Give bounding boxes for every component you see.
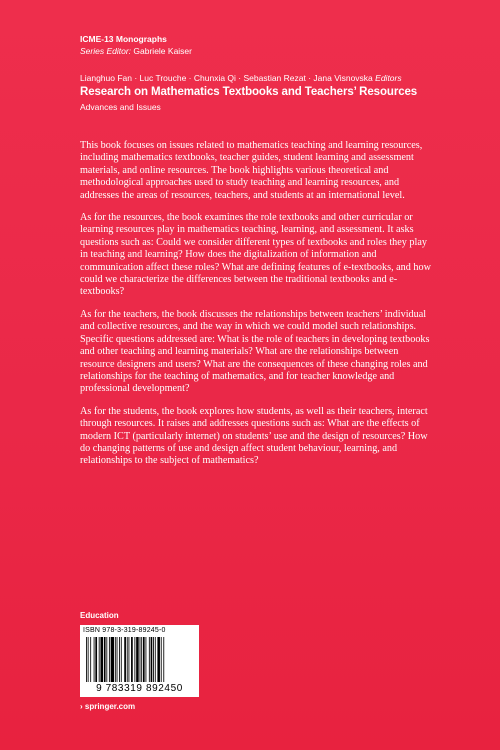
barcode — [80, 625, 199, 697]
book-title: Research on Mathematics Textbooks and Teachers’ Resources — [80, 86, 418, 98]
series-editor — [80, 45, 192, 57]
category-label: Education — [80, 611, 119, 620]
blurb-paragraph: As for the students, the book explores how students, as well as their teachers, interact through resources. It raises and addresses questions such as: What are the effects of modern ICT (particularly internet) on students’ use and the design of resources? How do changing patterns of use and design affect student behaviour, learning, and relationships to the subject of mathematics? — [80, 405, 428, 467]
barcode-bars-icon — [86, 637, 193, 685]
isbn-text: ISBN 978-3-319-89245-0 — [83, 627, 166, 634]
series-editor-label: Series Editor: — [80, 46, 132, 56]
author-names: Lianghuo Fan · Luc Trouche · Chunxia Qi · Sebastian Rezat · Jana Visnovska — [80, 73, 373, 83]
blurb-paragraph: As for the teachers, the book discusses the relationships between teachers’ individual and collective resources, and the way in which we could model such relationships. Specific questions addressed are: What is the role of teachers in developing textbooks and other teaching and learning materials? What are the relationships between resource designers and users? What are the consequences of these changing roles and relationships for the teaching of mathematics, and for teacher knowledge and professional development? — [80, 308, 430, 395]
website-link[interactable]: › springer.com — [80, 702, 136, 711]
series-name: ICME-13 Monographs — [80, 34, 167, 44]
barcode-digits: 9 783319 892450 — [96, 683, 183, 694]
series-info — [80, 33, 192, 57]
blurb-paragraph: As for the resources, the book examines the role textbooks and other curricular or learning resources play in mathematics teaching, learning, and assessment. It asks questions such as: Could we consider different types of textbooks and roles they play in teaching and learning? How does the digitalization of information and communication affect these roles? What are defining features of e-textbooks, and how could we characterize the differences between the traditional textbooks and e-textbooks? — [80, 212, 431, 298]
blurb — [80, 140, 435, 478]
blurb-paragraph: This book focuses on issues related to mathematics teaching and learning resources, including mathematics textbooks, teacher guides, student learning and assessment materials, and online resources. The book highlights various theoretical and methodological approaches used to study teaching and learning resources, and addresses the areas of resources, teachers, and students at an international level. — [80, 140, 423, 201]
authors-line — [80, 73, 402, 84]
series-editor-name: Gabriele Kaiser — [133, 46, 192, 56]
book-subtitle: Advances and Issues — [80, 102, 161, 112]
author-role: Editors — [375, 73, 402, 83]
